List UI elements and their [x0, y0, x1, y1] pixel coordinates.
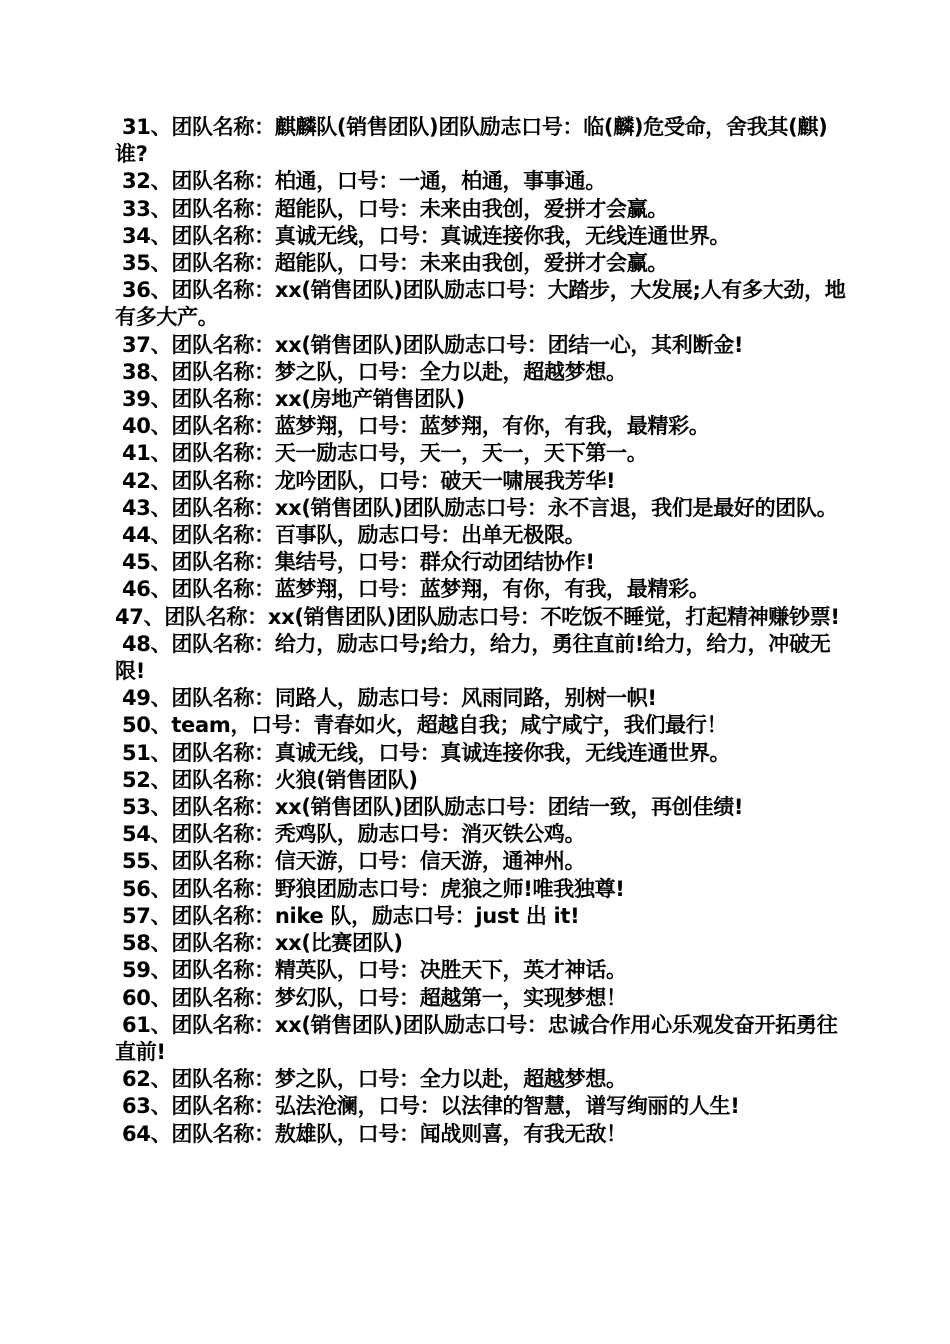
list-item: 35、团队名称：超能队，口号：未来由我创，爱拼才会赢。: [122, 251, 669, 276]
list-item: 53、团队名称：xx(销售团队)团队励志口号：团结一致，再创佳绩!: [122, 795, 744, 820]
list-item: 40、团队名称：蓝梦翔，口号：蓝梦翔，有你，有我，最精彩。: [122, 414, 710, 439]
list-item: 52、团队名称：火狼(销售团队): [122, 767, 418, 792]
list-item: 41、团队名称：天一励志口号，天一，天一，天下第一。: [122, 441, 648, 466]
list-item: 61、团队名称：xx(销售团队)团队励志口号：忠诚合作用心乐观发奋开拓勇往直前!: [115, 1012, 838, 1064]
list-item: 37、团队名称：xx(销售团队)团队励志口号：团结一心，其利断金!: [122, 332, 744, 357]
list-item: 58、团队名称：xx(比赛团队): [122, 931, 403, 956]
list-item: 54、团队名称：秃鸡队，励志口号：消灭铁公鸡。: [122, 822, 586, 847]
list-item: 55、团队名称：信天游，口号：信天游，通神州。: [122, 849, 586, 874]
list-item: 45、团队名称：集结号，口号：群众行动团结协作!: [122, 550, 595, 575]
list-item: 43、团队名称：xx(销售团队)团队励志口号：永不言退，我们是最好的团队。: [122, 495, 838, 520]
list-item: 31、团队名称：麒麟队(销售团队)团队励志口号：临(麟)危受命，舍我其(麒)谁?: [115, 115, 828, 167]
list-item: 46、团队名称：蓝梦翔，口号：蓝梦翔，有你，有我，最精彩。: [122, 577, 710, 602]
list-item: 51、团队名称：真诚无线，口号：真诚连接你我，无线连通世界。: [122, 740, 731, 765]
list-item: 50、team，口号：青春如火，超越自我；咸宁咸宁，我们最行！: [122, 713, 728, 738]
list-item: 57、团队名称：nike 队，励志口号：just 出 it!: [122, 903, 580, 928]
list-item: 64、团队名称：敖雄队，口号：闻战则喜，有我无敌！: [122, 1121, 627, 1146]
list-item: 48、团队名称：给力，励志口号;给力，给力，勇往直前!给力，给力，冲破无限!: [115, 631, 831, 684]
list-item: 47、团队名称：xx(销售团队)团队励志口号：不吃饭不睡觉，打起精神赚钞票!: [115, 604, 840, 629]
document-page: [115, 114, 850, 1148]
list-item: 33、团队名称：超能队，口号：未来由我创，爱拼才会赢。: [122, 196, 669, 221]
list-item: 38、团队名称：梦之队，口号：全力以赴，超越梦想。: [122, 359, 627, 384]
list-item: 39、团队名称：xx(房地产销售团队): [122, 387, 465, 412]
list-item: 42、团队名称：龙吟团队，口号：破天一啸展我芳华!: [122, 468, 616, 493]
list-item: 60、团队名称：梦幻队，口号：超越第一，实现梦想！: [122, 985, 627, 1010]
list-item: 44、团队名称：百事队，励志口号：出单无极限。: [122, 523, 586, 548]
list-item: 59、团队名称：精英队，口号：决胜天下，英才神话。: [122, 958, 627, 983]
list-item: 56、团队名称：野狼团励志口号：虎狼之师!唯我独尊!: [122, 876, 625, 901]
list-item: 62、团队名称：梦之队，口号：全力以赴，超越梦想。: [122, 1067, 627, 1092]
list-item: 63、团队名称：弘法沧澜，口号：以法律的智慧，谱写绚丽的人生!: [122, 1094, 740, 1119]
list-item: 36、团队名称：xx(销售团队)团队励志口号：大踏步，大发展;人有多大劲，地有多大产。: [115, 278, 846, 330]
list-item: 34、团队名称：真诚无线，口号：真诚连接你我，无线连通世界。: [122, 223, 731, 248]
list-item: 32、团队名称：柏通，口号：一通，柏通，事事通。: [122, 169, 607, 194]
list-item: 49、团队名称：同路人，励志口号：风雨同路，别树一帜!: [122, 686, 657, 711]
